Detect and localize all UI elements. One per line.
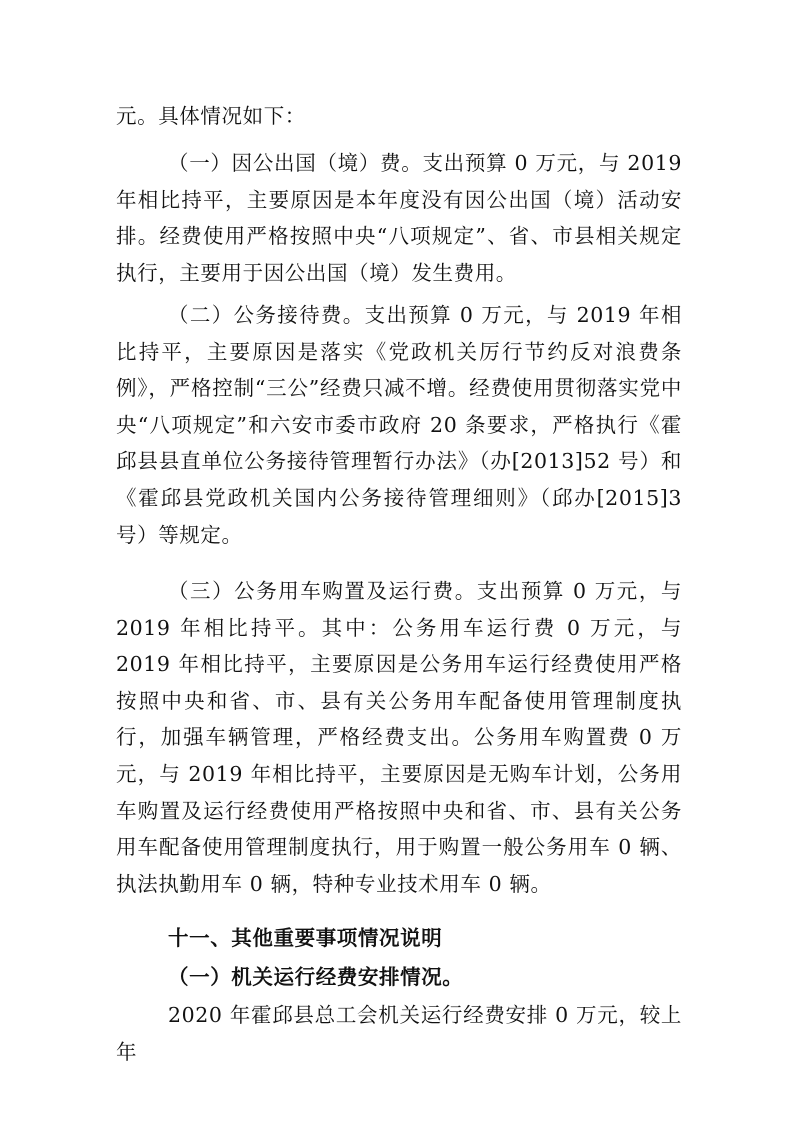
paragraph-operating-funds: 2020 年霍邱县总工会机关运行经费安排 0 万元，较上年 bbox=[116, 1003, 682, 1064]
section-heading: 十一、其他重要事项情况说明 bbox=[168, 926, 443, 950]
subsection-heading: （一）机关运行经费安排情况。 bbox=[168, 965, 464, 989]
paragraph-reception: （二）公务接待费。支出预算 0 万元，与 2019 年相比持平，主要原因是落实《党政机关厉行节约反对浪费条例》，严格控制“三公”经费只减不增。经费使用贯彻落实党中央“八项规定”和六安市委市政府 20 条要求，严格执行《霍邱县县直单位公务接待管理暂行办法》（办[2013]52 号）和《霍邱县党政机关国内公务接待管理细则》（邱办[2015]3 号）等规定。 bbox=[116, 303, 682, 547]
paragraph-continuation: 元。具体情况如下： bbox=[116, 104, 306, 128]
paragraph-overseas-travel: （一）因公出国（境）费。支出预算 0 万元，与 2019 年相比持平，主要原因是本年度没有因公出国（境）活动安排。经费使用严格按照中央“八项规定”、省、市县相关规定执行，主要用于因公出国（境）发生费用。 bbox=[116, 151, 682, 285]
paragraph-vehicles: （三）公务用车购置及运行费。支出预算 0 万元，与 2019 年相比持平。其中：公务用车运行费 0 万元，与 2019 年相比持平，主要原因是公务用车运行经费使用严格按照中央和省、市、县有关公务用车配备使用管理制度执行，加强车辆管理，严格经费支出。公务用车购置费 0 万元，与 2019 年相比持平，主要原因是无购车计划，公务用车购置及运行经费使用严格按照中央和省、市、县有关公务用车配备使用管理制度执行，用于购置一般公务用车 0 辆、执法执勤用车 0 辆，特种专业技术用车 0 辆。 bbox=[116, 579, 682, 896]
